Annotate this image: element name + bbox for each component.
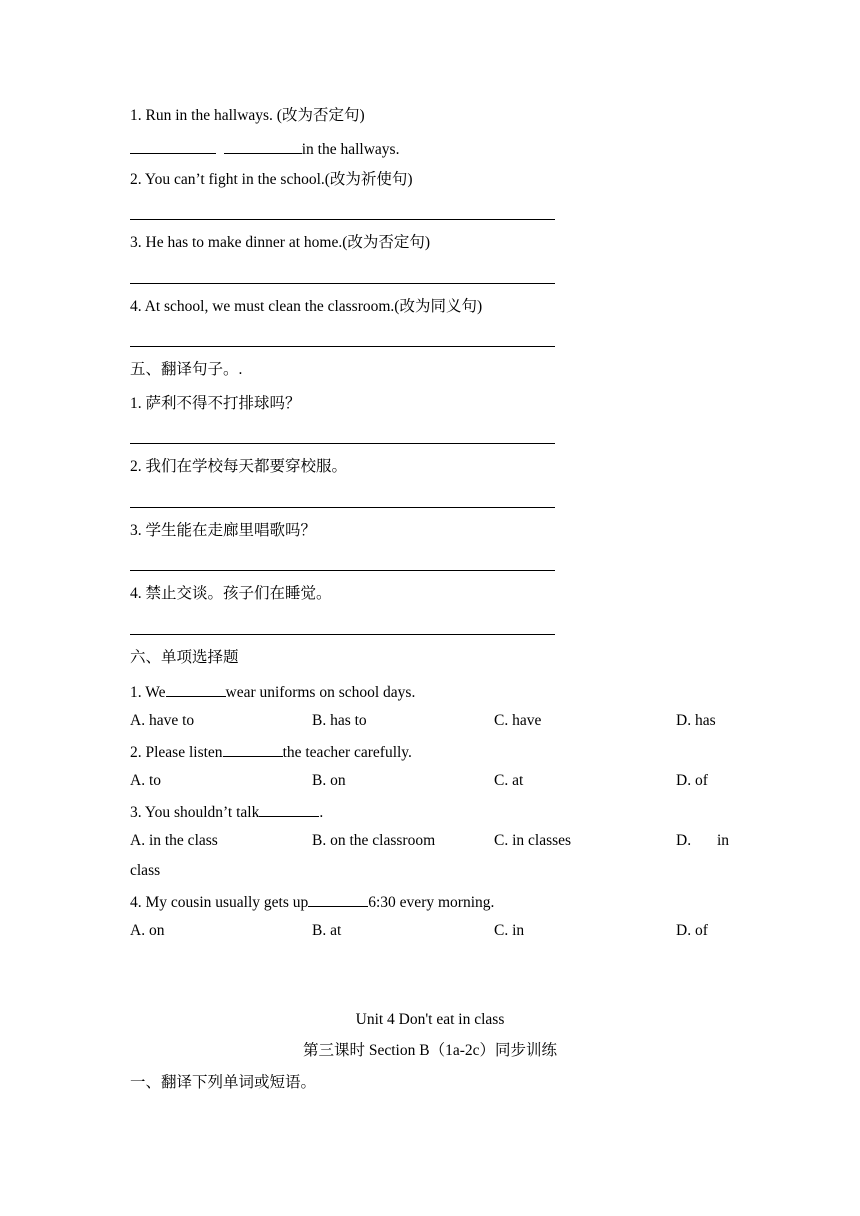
mc-question-1 (130, 681, 415, 703)
answer-line[interactable] (130, 283, 555, 284)
option-b[interactable]: B. has to (312, 712, 367, 729)
option-d[interactable]: D. of (676, 922, 708, 939)
answer-blank[interactable] (223, 741, 283, 757)
option-c[interactable]: C. in classes (494, 832, 572, 849)
option-c[interactable]: C. in (494, 922, 525, 939)
answer-line[interactable] (130, 570, 555, 571)
question-text: wear uniforms on school days. (225, 684, 416, 701)
section-5-heading: 五、翻译句子。. (130, 361, 243, 378)
lesson-subtitle: 第三课时 Section B（1a-2c）同步训练 (302, 1042, 557, 1059)
question-4-2: 2. You can’t fight in the school.(改为祈使句) (130, 171, 413, 188)
answer-blank[interactable] (259, 801, 319, 817)
mc-question-4 (130, 891, 494, 913)
question-5-3: 3. 学生能在走廊里唱歌吗？ (130, 522, 317, 539)
option-c[interactable]: C. at (494, 772, 524, 789)
section-6-heading: 六、单项选择题 (130, 649, 239, 666)
question-text: 6:30 every morning. (368, 894, 495, 911)
option-d-text[interactable]: in (717, 832, 730, 849)
question-text: the teacher carefully. (282, 744, 412, 761)
option-b[interactable]: B. on (312, 772, 346, 789)
answer-blank[interactable] (166, 681, 226, 697)
mc-question-2 (130, 741, 412, 763)
answer-tail-text: in the hallways. (301, 141, 400, 158)
answer-line[interactable] (130, 219, 555, 220)
answer-blank[interactable] (224, 138, 302, 154)
option-a[interactable]: A. in the class (130, 832, 218, 849)
question-text: 3. You shouldn’t talk (130, 804, 260, 821)
option-c[interactable]: C. have (494, 712, 542, 729)
option-a[interactable]: A. have to (130, 712, 195, 729)
option-a[interactable]: A. on (130, 922, 165, 939)
option-a[interactable]: A. to (130, 772, 161, 789)
answer-line-4-1 (130, 138, 399, 160)
option-d[interactable]: D. of (676, 772, 708, 789)
question-text: 4. My cousin usually gets up (130, 894, 309, 911)
option-d[interactable]: D. has (676, 712, 716, 729)
mc-question-3 (130, 801, 323, 823)
answer-line[interactable] (130, 634, 555, 635)
option-d-text-cont[interactable]: class (130, 862, 161, 879)
answer-line[interactable] (130, 346, 555, 347)
question-5-4: 4. 禁止交谈。孩子们在睡觉。 (130, 585, 332, 602)
answer-line[interactable] (130, 443, 555, 444)
option-d[interactable]: D. (676, 832, 692, 849)
answer-blank[interactable] (308, 891, 368, 907)
question-4-4: 4. At school, we must clean the classroom.(改为同义句) (130, 298, 483, 315)
question-text: 2. Please listen (130, 744, 223, 761)
question-4-1: 1. Run in the hallways. (改为否定句) (130, 107, 365, 124)
unit-title: Unit 4 Don't eat in class (355, 1011, 505, 1028)
question-4-3: 3. He has to make dinner at home.(改为否定句) (130, 234, 431, 251)
option-b[interactable]: B. on the classroom (312, 832, 436, 849)
question-5-2: 2. 我们在学校每天都要穿校服。 (130, 458, 348, 475)
question-text: . (319, 804, 324, 821)
question-text: 1. We (130, 684, 166, 701)
option-b[interactable]: B. at (312, 922, 342, 939)
question-5-1: 1. 萨利不得不打排球吗？ (130, 395, 301, 412)
answer-blank[interactable] (130, 138, 216, 154)
answer-line[interactable] (130, 507, 555, 508)
section-1-heading: 一、翻译下列单词或短语。 (130, 1074, 317, 1091)
